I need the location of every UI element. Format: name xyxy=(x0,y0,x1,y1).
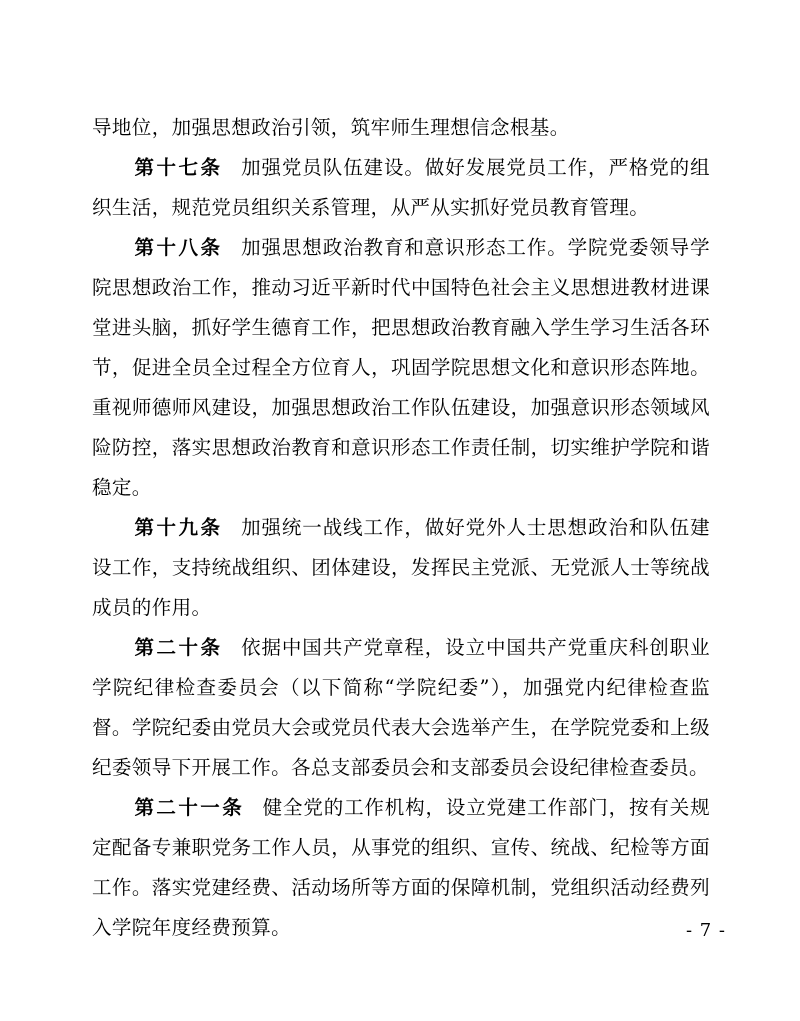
paragraph-text: 加强党员队伍建设。做好发展党员工作，严格党的组织生活，规范党员组织关系管理，从严从实抓好党员教育管理。 xyxy=(92,156,710,219)
article-label: 第二十一条 xyxy=(134,796,245,819)
article-label: 第二十条 xyxy=(134,636,223,659)
paragraph-article-18 xyxy=(92,228,710,508)
article-label: 第十八条 xyxy=(134,236,223,259)
paragraph-text: 加强思想政治教育和意识形态工作。学院党委领导学院思想政治工作，推动习近平新时代中国特色社会主义思想进教材进课堂进头脑，抓好学生德育工作，把思想政治教育融入学生学习生活各环节，促进全员全过程全方位育人，巩固学院思想文化和意识形态阵地。重视师德师风建设，加强思想政治工作队伍建设，加强意识形态领域风险防控，落实思想政治教育和意识形态工作责任制，切实维护学院和谐稳定。 xyxy=(92,236,710,499)
paragraph-text: 加强统一战线工作，做好党外人士思想政治和队伍建设工作，支持统战组织、团体建设，发挥民主党派、无党派人士等统战成员的作用。 xyxy=(92,516,710,619)
document-body xyxy=(92,108,710,948)
paragraph-article-21 xyxy=(92,788,710,948)
article-label: 第十七条 xyxy=(134,156,223,179)
paragraph-text: 导地位，加强思想政治引领，筑牢师生理想信念根基。 xyxy=(92,116,570,139)
article-label: 第十九条 xyxy=(134,516,223,539)
paragraph-article-17 xyxy=(92,148,710,228)
paragraph-text: 依据中国共产党章程，设立中国共产党重庆科创职业学院纪律检查委员会（以下简称“学院纪委”），加强党内纪律检查监督。学院纪委由党员大会或党员代表大会选举产生，在学院党委和上级纪委领导下开展工作。各总支部委员会和支部委员会设纪律检查委员。 xyxy=(92,636,710,779)
paragraph-continued xyxy=(92,108,710,148)
paragraph-article-20 xyxy=(92,628,710,788)
page-number: - 7 - xyxy=(685,920,726,941)
paragraph-article-19 xyxy=(92,508,710,628)
paragraph-text: 健全党的工作机构，设立党建工作部门，按有关规定配备专兼职党务工作人员，从事党的组织、宣传、统战、纪检等方面工作。落实党建经费、活动场所等方面的保障机制，党组织活动经费列入学院年度经费预算。 xyxy=(92,796,710,939)
